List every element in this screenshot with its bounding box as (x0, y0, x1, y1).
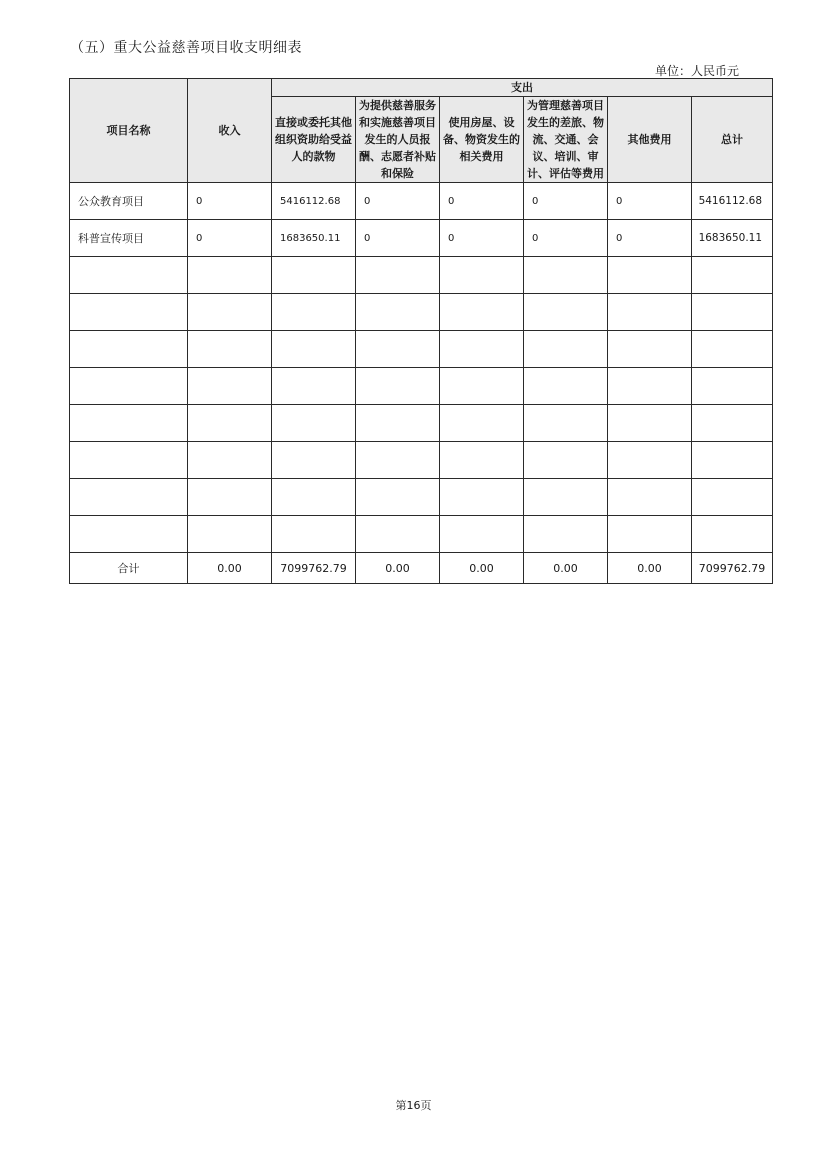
empty-table-row (70, 368, 773, 405)
summary-income: 0.00 (188, 553, 272, 584)
row-income: 0 (188, 183, 272, 220)
row-other: 0 (608, 220, 692, 257)
header-service-staff: 为提供慈善服务和实施慈善项目发生的人员报酬、志愿者补贴和保险 (356, 97, 440, 183)
header-expense-group: 支出 (272, 79, 773, 97)
header-property-equipment: 使用房屋、设备、物资发生的相关费用 (440, 97, 524, 183)
header-project-name: 项目名称 (70, 79, 188, 183)
summary-direct-aid: 7099762.79 (272, 553, 356, 584)
table-title: （五）重大公益慈善项目收支明细表 (70, 40, 302, 56)
row-project-name: 公众教育项目 (70, 183, 188, 220)
row-total: 1683650.11 (692, 220, 773, 257)
row-direct-aid: 5416112.68 (272, 183, 356, 220)
summary-label: 合计 (70, 553, 188, 584)
empty-table-row (70, 331, 773, 368)
summary-other: 0.00 (608, 553, 692, 584)
row-direct-aid: 1683650.11 (272, 220, 356, 257)
row-property-equipment: 0 (440, 183, 524, 220)
summary-management: 0.00 (524, 553, 608, 584)
row-property-equipment: 0 (440, 220, 524, 257)
empty-table-row (70, 294, 773, 331)
header-other: 其他费用 (608, 97, 692, 183)
header-row-top (70, 79, 773, 97)
currency-unit: 单位：人民币元 (655, 64, 740, 78)
summary-total: 7099762.79 (692, 553, 773, 584)
charity-project-table (69, 78, 773, 584)
row-income: 0 (188, 220, 272, 257)
row-other: 0 (608, 183, 692, 220)
row-service-staff: 0 (356, 183, 440, 220)
empty-table-row (70, 257, 773, 294)
summary-service-staff: 0.00 (356, 553, 440, 584)
summary-row (70, 553, 773, 584)
table-row (70, 183, 773, 220)
row-project-name: 科普宣传项目 (70, 220, 188, 257)
row-management: 0 (524, 220, 608, 257)
row-management: 0 (524, 183, 608, 220)
header-total: 总计 (692, 97, 773, 183)
empty-table-row (70, 442, 773, 479)
summary-property-equipment: 0.00 (440, 553, 524, 584)
empty-table-row (70, 405, 773, 442)
header-management: 为管理慈善项目发生的差旅、物流、交通、会议、培训、审计、评估等费用 (524, 97, 608, 183)
empty-table-row (70, 479, 773, 516)
row-total: 5416112.68 (692, 183, 773, 220)
page-number: 第16页 (395, 1099, 432, 1112)
row-service-staff: 0 (356, 220, 440, 257)
table-row (70, 220, 773, 257)
empty-table-row (70, 516, 773, 553)
header-income: 收入 (188, 79, 272, 183)
header-direct-aid: 直接或委托其他组织资助给受益人的款物 (272, 97, 356, 183)
